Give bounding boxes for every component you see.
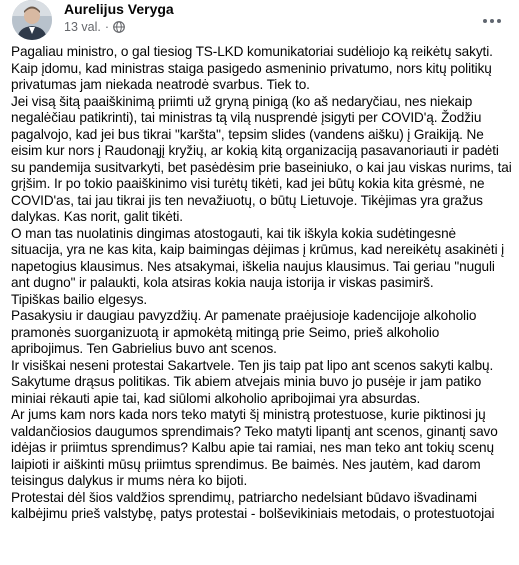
post-text-line: situacija, yra ne kas kita, kaip baimingas dėjimas į krūmus, kad nereikėtų asakinėti į: [11, 242, 505, 257]
post-text-line: napetogius klausimus. Nes atsakymai, iškelia naujus klausimus. Tai geriau "nuguli: [11, 258, 495, 274]
post-text-line: grįšim. Ir po tokio paaiškinimo visi turėtų tikėti, kad jei būtų kokia kita grėsmė, ne: [11, 176, 485, 191]
post-text-line: Ar jums kam nors kada nors teko matyti šį ministrą protestuose, kurie piktinosi jų: [11, 407, 486, 422]
post-text-line: ant dugno" ir palaukti, kola atsiras kokia nauja istorija ir viskas pasimirš.: [11, 275, 434, 290]
post-text-line: kalbėjimu prieš valstybę, patys protestai - bolševikiniais metodais, o protestuotojai: [11, 506, 495, 521]
post-text-line: idėjas ir priimtus sprendimus? Kalbu apie tai ramiai, nes man teko ant tokių scenų: [11, 440, 494, 455]
post-text-line: Jei visą šitą paaiškinimą priimti už gryną pinigą (ko aš nedaryčiau, nes niekaip: [11, 93, 473, 109]
post-text-line: miniai rėkauti apie tai, kad siūlomi alkoholio apribojimai yra absurdas.: [11, 390, 421, 406]
post-text-line: teisingus dalykus ir mums nėra ko bijoti.: [11, 473, 248, 488]
post-text-line: Tipiškas bailio elgesys.: [11, 291, 148, 307]
post-text-line: Protestai dėl šios valdžios sprendimų, patriarcho nedelsiant būdavo išvadinami: [11, 489, 477, 505]
post-text-line: privatumas jam niekada neatrodė svarbus. Tiek to.: [11, 77, 310, 92]
post-meta: [64, 20, 125, 34]
post-text-line: Ir visiškai neseni protestai Sakartvele. Ten jis taip pat lipo ant scenos sakyti kalbų.: [11, 357, 494, 373]
post-text-line: valdančiosios daugumos sprendimais? Teko matyti lipantį ant scenos, ginantį savo: [11, 423, 498, 439]
post-text-line: apribojimus. Ten Gabrielius buvo ant scenos.: [11, 341, 277, 356]
author-name[interactable]: Aurelijus Veryga: [64, 1, 174, 17]
post-text-line: Kaip įdomu, kad ministras staiga pasigedo asmeninio privatumo, nors kitų politikų: [11, 60, 492, 76]
post-text-line: Pasakysiu ir daugiau pavyzdžių. Ar pamenate praėjusioje kadencijoje alkoholio: [11, 308, 477, 323]
post-text-line: dalykas. Kas norit, galit tikėti.: [11, 209, 183, 224]
post-text-line: O man tas nuolatinis dingimas atostogauti, kai tik iškyla kokia sudėtingesnė: [11, 225, 457, 241]
post-text-line: laipioti ir aiškinti mūsų priimtus sprendimus. Be baimės. Nes jautėm, kad darom: [11, 456, 481, 472]
post-text-line: pagalvojo, kad jei bus tikrai "karšta", tepsim slides (vandens aišku) į Graikiją. Ne: [11, 126, 484, 142]
more-options-icon[interactable]: [477, 6, 507, 36]
post-text-line: Sakytume drąsus politikas. Tik abiem atvejais minia buvo jo pusėje ir jam patiko: [11, 374, 482, 389]
post-text-line: Pagaliau ministro, o gal tiesiog TS-LKD komunikatoriai sudėliojo ką reikėtų sakyti.: [11, 44, 493, 59]
post-text-line: pramonės suorganizuotą ir apmokėtą mitingą prie Seimo, prieš alkoholio: [11, 324, 440, 340]
meta-separator: ·: [104, 20, 110, 34]
post-header: [12, 0, 507, 40]
post-text-line: COVID'as, tai jau tikrai jis ten nevažiuotų, o būtų Lietuvoje. Tikėjimas yra gražus: [11, 192, 483, 208]
post-text-line: su pandemija susitvarkyti, bet pasėdėsim prie baseiniuko, o kai jau viskas nurims, tai: [11, 159, 512, 175]
author-avatar[interactable]: [12, 0, 52, 40]
globe-icon[interactable]: [113, 21, 125, 33]
post-text-line: eisim kur nors į Raudonąjį kryžių, ar kokią kitą organizaciją pasavanoriauti ir padėti: [11, 143, 499, 158]
post-text: [11, 44, 511, 523]
post-text-line: negalėčiau patikrinti), tai ministras tą vilą nusprendė įsigyti per COVID'ą. Žodžiu: [11, 110, 482, 125]
post-timestamp[interactable]: 13 val.: [64, 20, 101, 34]
